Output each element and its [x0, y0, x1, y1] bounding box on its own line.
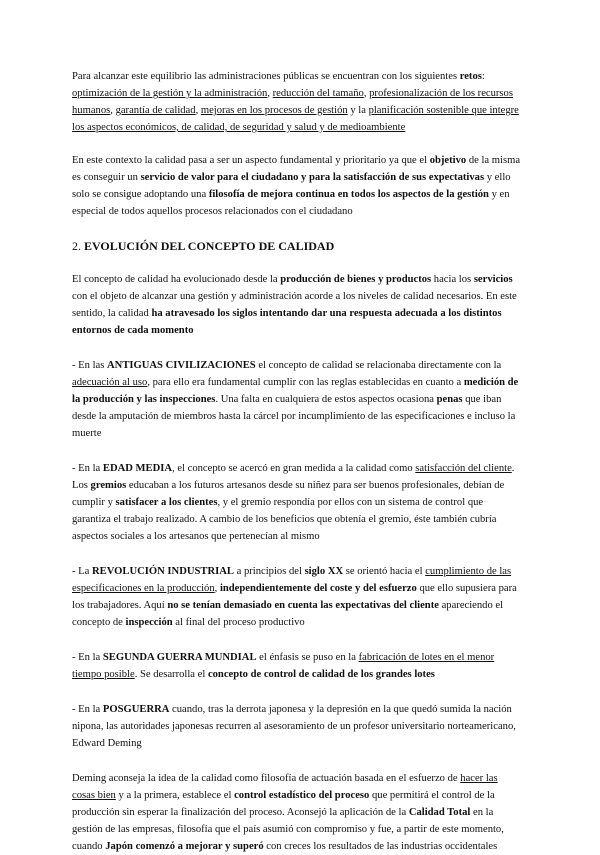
- text-run: - En la: [72, 704, 103, 715]
- bold-text: concepto de control de calidad de los grandes lotes: [207, 669, 435, 680]
- text-run: y la: [347, 105, 369, 116]
- text-run: educaban a los futuros artesanos desde su niñez para ser buenos profesionales, debían de cumplir y: [72, 480, 505, 508]
- bold-text: producción de bienes y productos: [280, 274, 432, 285]
- text-run: con el objeto de alcanzar una gestión y administración acorde a los niveles de calidad necesarios. En este sentido, la calidad: [72, 291, 517, 319]
- bold-text: siglo XX: [304, 566, 344, 577]
- paragraph-deming: [72, 770, 522, 855]
- underlined-text: cumplimiento de las especificaciones en la producción: [72, 566, 512, 594]
- text-run: que permitirá el control de la producción sin esperar la finalización del proceso. Aconsejó la aplicación de la: [72, 790, 495, 818]
- bold-text: retos: [459, 71, 482, 82]
- paragraph-antiguas-civilizaciones: [72, 357, 522, 442]
- bold-text: Japón comenzó a mejorar y superó: [105, 841, 264, 852]
- text-run: a principios del: [233, 566, 305, 577]
- text-run: ,: [110, 105, 116, 116]
- paragraph-segunda-guerra-mundial: [72, 649, 522, 683]
- text-run: - En la: [72, 652, 103, 663]
- bold-text: control estadístico del proceso: [234, 790, 370, 801]
- bold-text: Calidad Total: [408, 807, 471, 818]
- bold-text: EDAD MEDIA: [102, 463, 173, 474]
- text-run: , y el gremio respondía por ellos con un sistema de control que garantiza el trabajo realizado. A cambio de los beneficios que obtenía el gremio, éste también cubría aspectos sociales a los artesanos que pertenecían al mismo: [72, 497, 497, 542]
- text-run: ,: [267, 88, 273, 99]
- underlined-text: adecuación al uso: [72, 377, 148, 388]
- underlined-text: fabricación de lotes en el menor tiempo posible: [72, 652, 495, 680]
- bold-text: medición de la producción y las inspecciones: [72, 377, 519, 405]
- underlined-text: optimización de la gestión y la administración: [72, 88, 268, 99]
- text-run: y ello solo se consigue adoptando una: [72, 172, 511, 200]
- text-run: al final del proceso productivo: [172, 617, 305, 628]
- bold-text: SEGUNDA GUERRA MUNDIAL: [102, 652, 257, 663]
- bold-text: filosofía de mejora continua en todos los aspectos de la gestión: [208, 189, 489, 200]
- bold-text: objetivo: [429, 155, 467, 166]
- bold-text: REVOLUCIÓN INDUSTRIAL: [92, 566, 234, 577]
- bold-text: servicio de valor para el ciudadano y para la satisfacción de sus expectativas: [140, 172, 485, 183]
- section-number: 2.: [72, 239, 84, 253]
- text-run: . Se desarrolla el: [134, 669, 208, 680]
- text-run: en la gestión de las empresas, filosofía que el país asumió con compromiso y fue, a partir de este momento, cuando: [72, 807, 504, 852]
- text-run: ,: [214, 583, 220, 594]
- text-run: y a la primera, establece el: [115, 790, 235, 801]
- text-run: con creces los resultados de las industrias occidentales: [263, 841, 498, 852]
- paragraph-edad-media: [72, 460, 522, 545]
- text-run: y en especial de todos aquellos procesos relacionados con el ciudadano: [72, 189, 510, 217]
- paragraph-contexto-calidad: [72, 152, 522, 220]
- bold-text: POSGUERRA: [102, 704, 170, 715]
- text-run: - En la: [72, 463, 103, 474]
- bold-text: penas: [436, 394, 463, 405]
- underlined-text: mejoras en los procesos de gestión: [200, 105, 348, 116]
- text-run: El concepto de calidad ha evolucionado desde la: [72, 274, 281, 285]
- bold-text: inspección: [125, 617, 173, 628]
- text-run: hacia los: [431, 274, 474, 285]
- paragraph-posguerra: [72, 701, 522, 752]
- paragraph-retos: [72, 68, 522, 136]
- text-run: :: [481, 71, 485, 82]
- bold-text: satisfacer a los clientes: [115, 497, 218, 508]
- text-run: ,: [363, 88, 370, 99]
- bold-text: independientemente del coste y del esfuerzo: [219, 583, 417, 594]
- text-run: , para ello era fundamental cumplir con las reglas establecidas en cuanto a: [147, 377, 464, 388]
- underlined-text: reducción del tamaño: [272, 88, 364, 99]
- underlined-text: garantía de calidad: [115, 105, 196, 116]
- bold-text: servicios: [473, 274, 513, 285]
- text-run: el concepto de calidad se relacionaba directamente con la: [255, 360, 502, 371]
- text-run: apareciendo el concepto de: [72, 600, 504, 628]
- text-run: . Una falta en cualquiera de estos aspectos ocasiona: [215, 394, 437, 405]
- bold-text: gremios: [90, 480, 127, 491]
- text-run: Para alcanzar este equilibrio las administraciones públicas se encuentran con los siguientes: [72, 71, 460, 82]
- bold-text: ANTIGUAS CIVILIZACIONES: [107, 360, 256, 371]
- underlined-text: hacer las cosas bien: [72, 773, 498, 801]
- section-heading: [72, 238, 522, 255]
- text-run: ,: [195, 105, 201, 116]
- section-title: EVOLUCIÓN DEL CONCEPTO DE CALIDAD: [84, 239, 335, 253]
- text-run: de la misma es conseguir un: [72, 155, 521, 183]
- paragraph-revolucion-industrial: [72, 563, 522, 631]
- text-run: - En las: [72, 360, 108, 371]
- text-run: , el concepto se acercó en gran medida a la calidad como: [172, 463, 416, 474]
- text-run: . Los: [72, 463, 515, 491]
- text-run: se orientó hacia el: [343, 566, 426, 577]
- bold-text: no se tenían demasiado en cuenta las expectativas del cliente: [167, 600, 439, 611]
- text-run: que iban desde la amputación de miembros hasta la cárcel por incumplimiento de las especificaciones e incluso la muerte: [72, 394, 516, 439]
- underlined-text: satisfacción del cliente: [415, 463, 512, 474]
- bold-text: ha atravesado los siglos intentando dar una respuesta adecuada a los distintos entornos de cada momento: [72, 308, 502, 336]
- text-run: el énfasis se puso en la: [256, 652, 359, 663]
- text-run: cuando, tras la derrota japonesa y la depresión en la que quedó sumida la nación nipona, las autoridades japonesas recurren al asesoramiento de un profesor universitario norteamericano, Edward Deming: [72, 704, 516, 749]
- text-run: - La: [72, 566, 92, 577]
- paragraph-evolucion: [72, 271, 522, 339]
- text-run: Deming aconseja la idea de la calidad como filosofía de actuación basada en el esfuerzo de: [72, 773, 461, 784]
- text-run: que ello supusiera para los trabajadores. Aquí: [72, 583, 517, 611]
- underlined-text: planificación sostenible que integre los aspectos económicos, de calidad, de seguridad y salud y de medioambiente: [72, 105, 519, 133]
- text-run: En este contexto la calidad pasa a ser un aspecto fundamental y prioritario ya que el: [72, 155, 430, 166]
- underlined-text: profesionalización de los recursos humanos: [72, 88, 513, 116]
